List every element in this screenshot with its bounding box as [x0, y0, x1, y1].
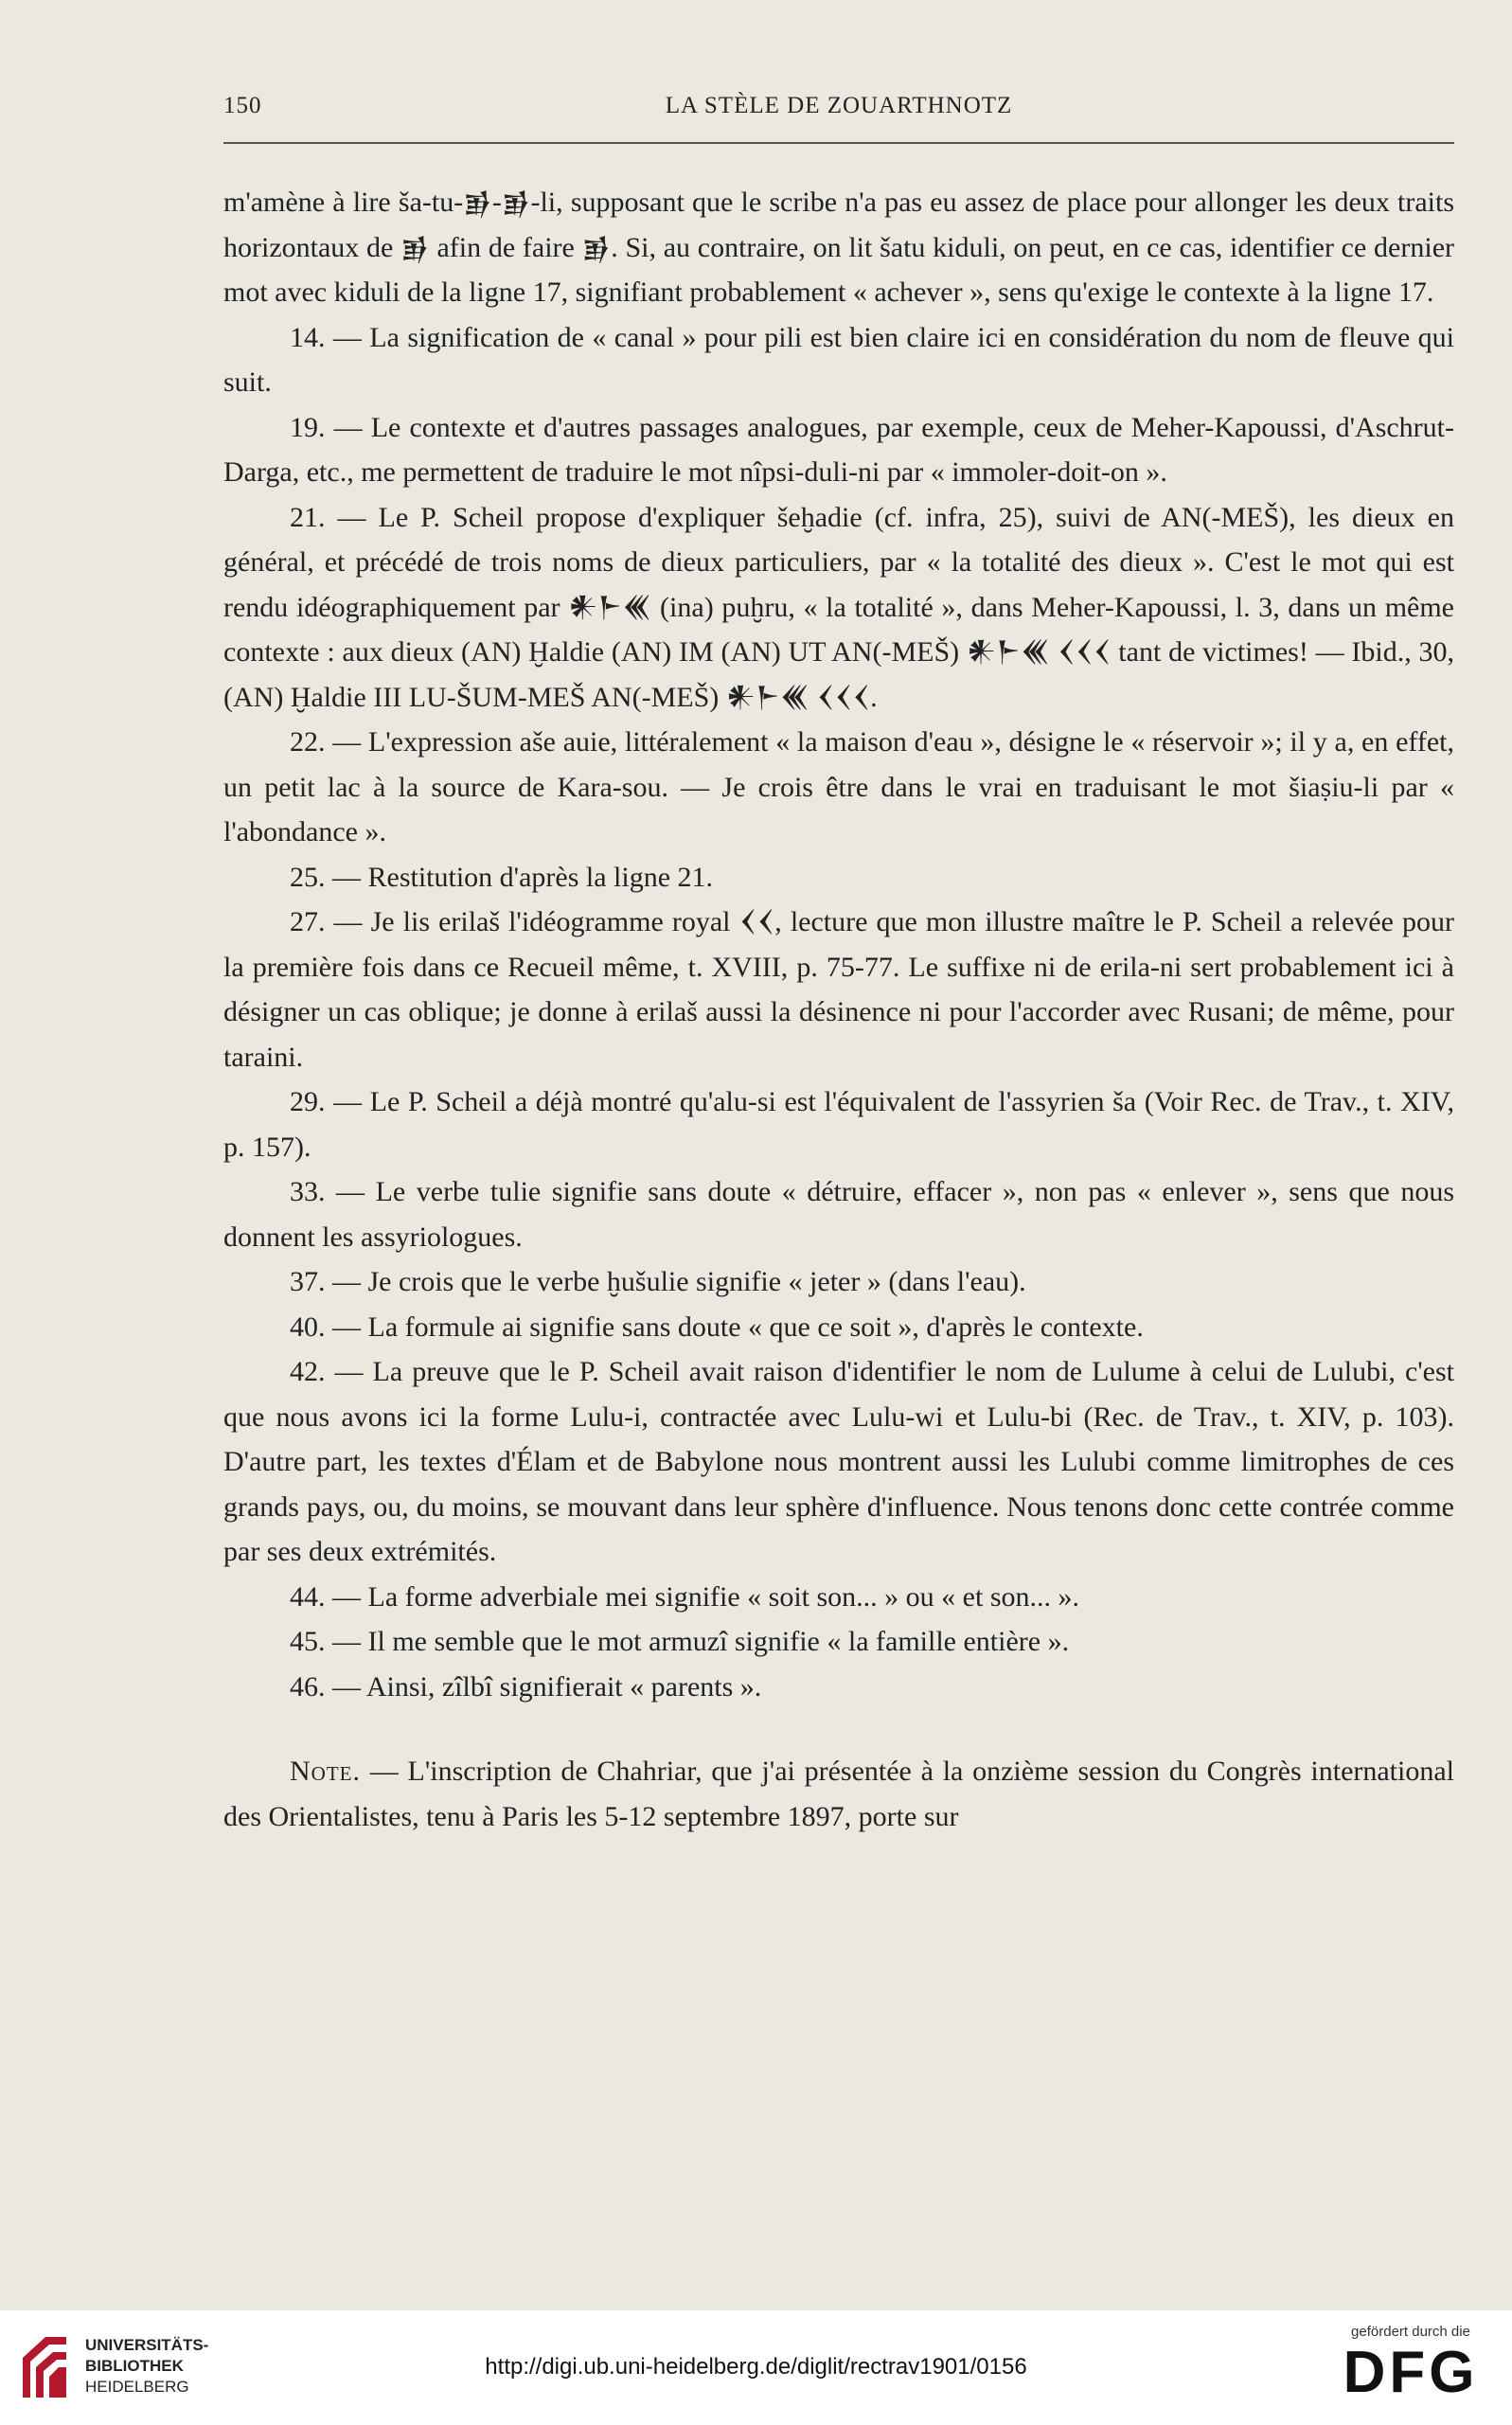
note-paragraph — [223, 1749, 1454, 1839]
paragraph-note-14: 14. — La signification de « canal » pour pili est bien claire ici en considération du nom de fleuve qui suit. — [223, 321, 1454, 398]
paragraph-note-40: 40. — La formule ai signifie sans doute « que ce soit », d'après le contexte. — [290, 1311, 1144, 1343]
paragraph-continuation: m'amène à lire ša-tu-𒂊-𒂊-li, supposant que le scribe n'a pas eu assez de place pour allonger les deux traits horizontaux de 𒂊 afin de faire 𒂊. Si, au contraire, on lit šatu kiduli, on peut, en ce cas, identifier ce dernier mot avec kiduli de la ligne 17, signifiant probablement « achever », sens qu'exige le contexte à la ligne 17. — [223, 187, 1454, 308]
header-rule — [223, 142, 1454, 144]
sponsor-block — [1330, 2324, 1491, 2406]
paragraph-note-29: 29. — Le P. Scheil a déjà montré qu'alu-si est l'équivalent de l'assyrien ša (Voir Rec. de Trav., t. XIV, p. 157). — [223, 1086, 1454, 1163]
paragraph-note-44: 44. — La forme adverbiale mei signifie « soit son... » ou « et son... ». — [290, 1580, 1080, 1613]
dfg-logo-icon: DFG — [1343, 2340, 1479, 2405]
paragraph-note-22: 22. — L'expression aše auie, littéralement « la maison d'eau », désigne le « réservoir »; il y a, en effet, un petit lac à la source de Kara-sou. — Je crois être dans le vrai en traduisant le mot šiaṣiu-li par « l'abondance ». — [223, 726, 1454, 847]
sponsor-caption: gefördert durch die — [1351, 2324, 1470, 2340]
running-header — [223, 93, 1454, 134]
paragraph-note-21: 21. — Le P. Scheil propose d'expliquer šeḫadie (cf. infra, 25), suivi de AN(-MEŠ), les dieux en général, et précédé de trois noms de dieux particuliers, par « la totalité des dieux ». C'est le mot qui est rendu idéographiquement par 𒀭𒈨𒌍 (ina) puḫru, « la totalité », dans Meher-Kapoussi, l. 3, dans un même contexte : aux dieux (AN) Ḫaldie (AN) IM (AN) UT AN(-MEŠ) 𒀭𒈨𒌍 𒌋𒌋𒌋 tant de victimes! — Ibid., 30, (AN) Ḫaldie III LU-ŠUM-MEŠ AN(-MEŠ) 𒀭𒈨𒌍 𒌋𒌋𒌋. — [223, 501, 1454, 713]
paragraph-note-37: 37. — Je crois que le verbe ḫušulie signifie « jeter » (dans l'eau). — [290, 1266, 1026, 1297]
running-title: LA STÈLE DE ZOUARTHNOTZ — [665, 93, 1013, 118]
note-text: — L'inscription de Chahriar, que j'ai présentée à la onzième session du Congrès international des Orientalistes, tenu à Paris les 5-12 septembre 1897, porte sur — [223, 1756, 1455, 1832]
library-name-line-3: HEIDELBERG — [85, 2378, 189, 2396]
permalink[interactable]: http://digi.ub.uni-heidelberg.de/diglit/rectrav1901/0156 — [485, 2354, 1027, 2380]
paragraph-note-42: 42. — La preuve que le P. Scheil avait raison d'identifier le nom de Lulume à celui de Lulubi, c'est que nous avons ici la forme Lulu-i, contractée avec Lulu-wi et Lulu-bi (Rec. de Trav., t. XIV, p. 103). D'autre part, les textes d'Élam et de Babylone nous montrent aussi les Lulubi comme limitrophes de ces grands pays, ou, du moins, se mouvant dans leur sphère d'influence. Nous tenons donc cette contrée comme par ses deux extrémités. — [223, 1356, 1454, 1567]
paragraph-note-33: 33. — Le verbe tulie signifie sans doute « détruire, effacer », non pas « enlever », sens que nous donnent les assyriologues. — [223, 1176, 1454, 1253]
paragraph-note-27: 27. — Je lis erilaš l'idéogramme royal 𒌋𒌋, lecture que mon illustre maître le P. Scheil a relevée pour la première fois dans ce Recueil même, t. XVIII, p. 75-77. Le suffixe ni de erila-ni sert probablement ici à désigner un cas oblique; je donne à erilaš aussi la désinence ni pour l'accorder avec Rusani; de même, pour taraini. — [223, 906, 1454, 1073]
paragraph-note-25: 25. — Restitution d'après la ligne 21. — [290, 861, 714, 893]
paragraph-note-46: 46. — Ainsi, zîlbî signifierait « parents ». — [290, 1670, 762, 1703]
body-text — [223, 180, 1454, 1839]
library-name-line-1: UNIVERSITÄTS- — [85, 2336, 209, 2354]
note-label: Note. — [290, 1756, 361, 1787]
paragraph-note-45: 45. — Il me semble que le mot armuzî signifie « la famille entière ». — [290, 1626, 1070, 1657]
library-name-line-2: BIBLIOTHEK — [85, 2357, 184, 2375]
paragraph-note-19: 19. — Le contexte et d'autres passages analogues, par exemple, ceux de Meher-Kapoussi, d'Aschrut-Darga, etc., me permettent de traduire le mot nîpsi-duli-ni par « immoler-doit-on ». — [223, 411, 1454, 488]
page-number: 150 — [223, 93, 262, 118]
digitization-footer — [0, 2310, 1512, 2425]
